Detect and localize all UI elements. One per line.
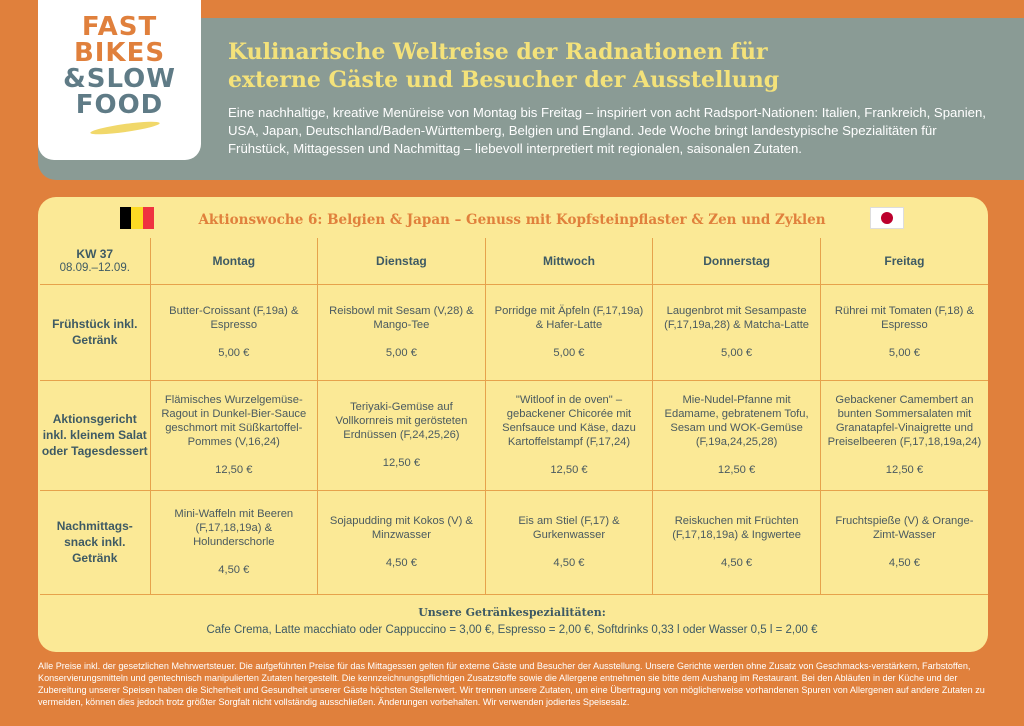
dish-price: 12,50 €: [550, 464, 588, 476]
menu-cell: [653, 490, 821, 594]
dish-name: Rührei mit Tomaten (F,18) & Espresso: [834, 305, 974, 331]
page-title-line-2: externe Gäste und Besucher der Ausstellung: [228, 67, 780, 93]
drinks-title: Unsere Getränkespezialitäten:: [418, 606, 606, 619]
dish-price: 4,50 €: [385, 557, 417, 569]
dish-price: 12,50 €: [717, 464, 756, 476]
dish-name: Laugenbrot mit Sesampaste (F,17,19a,28) & Matcha-Latte: [664, 305, 810, 331]
dish-name: Porridge mit Äpfeln (F,17,19a) & Hafer-Latte: [494, 305, 644, 331]
japan-flag-icon: [870, 207, 904, 229]
menu-cell: [318, 490, 486, 594]
dish-name: Sojapudding mit Kokos (V) & Minzwasser: [329, 515, 473, 541]
day-header-tuesday: Dienstag: [318, 238, 486, 284]
dish-price: 4,50 €: [888, 557, 920, 569]
menu-cell: [653, 284, 821, 380]
dish-name: Butter-Croissant (F,19a) & Espresso: [169, 305, 299, 331]
dish-name: Reisbowl mit Sesam (V,28) & Mango-Tee: [329, 305, 474, 331]
dish-price: 5,00 €: [385, 347, 417, 359]
logo-line-fast: FAST: [81, 12, 158, 42]
table-row-snack: [40, 490, 988, 594]
dish-price: 4,50 €: [553, 557, 585, 569]
dish-name: Gebackener Camembert an bunten Sommersalaten mit Granatapfel-Vinaigrette und Preiselbeeren (F,17,18,19a,24): [827, 394, 982, 448]
dish-price: 5,00 €: [721, 347, 753, 359]
logo-swoosh-icon: [89, 119, 159, 137]
table-header-row: [40, 238, 988, 284]
footer-legal-text: Alle Preise inkl. der gesetzlichen Mehrwertsteuer. Die aufgeführten Preise für das Mittagessen gelten für externe Gäste und Besucher der Ausstellung. Unsere Gerichte werden ohne Zusatz von Geschmacks-verstärkern, Farbstoffen, Konservierungsmitteln und gentechnisch manipulierten Zutaten hergestellt. Die kennzeichnungspflichtigen Zusatzstoffe sowie die Allergene entnehmen sie bitte dem Aushang im Restaurant. Bei den Abläufen in der Küche und der Zubereitung unserer Speisen haben die Sicherheit und Gesundheit unserer Gäste höchsten Stellenwert. Wir trennen unsere Zutaten, um eine Übertragung von möglicherweise vorhandenen Spuren von Allergenen auf andere Zutaten zu vermeiden, können dies jedoch trotz größter Sorgfalt nicht vollständig ausschließen. Änderungen vorbehalten. Wir verwenden jodiertes Speisesalz.: [38, 661, 985, 707]
page-title: [228, 38, 988, 94]
row-label-breakfast: Frühstück inkl. Getränk: [40, 284, 150, 380]
dish-name: Mini-Waffeln mit Beeren (F,17,18,19a) & Holunderschorle: [174, 508, 294, 548]
dish-name: Reiskuchen mit Früchten (F,17,18,19a) & Ingwertee: [672, 515, 801, 541]
menu-cell: [820, 284, 988, 380]
dish-name: Fruchtspieße (V) & Orange-Zimt-Wasser: [835, 515, 974, 541]
dish-price: 12,50 €: [885, 464, 924, 476]
dish-price: 5,00 €: [888, 347, 920, 359]
dish-name: Teriyaki-Gemüse auf Vollkornreis mit gerösteten Erdnüssen (F,24,25,26): [335, 401, 468, 441]
menu-cell: [485, 490, 653, 594]
intro-text: Eine nachhaltige, kreative Menüreise von Montag bis Freitag – inspiriert von acht Radsport-Nationen: Italien, Frankreich, Spanien, USA, Japan, Deutschland/Baden-Württemberg, Belgien und England. Jede Woche bringt landestypische Spezialitäten für Frühstück, Mittagessen und Nachmittag – liebevoll interpretiert mit regionalen, saisonalen Zutaten.: [228, 105, 986, 156]
table-row-breakfast: [40, 284, 988, 380]
dish-price: 4,50 €: [721, 557, 753, 569]
dish-price: 12,50 €: [382, 457, 421, 469]
menu-cell: [150, 380, 318, 490]
dish-price: 4,50 €: [218, 564, 250, 576]
week-cell: [40, 238, 150, 284]
logo-line-bikes: BIKES: [73, 38, 166, 68]
menu-cell: [485, 380, 653, 490]
day-header-friday: Freitag: [820, 238, 988, 284]
menu-cell: [820, 380, 988, 490]
dish-name: Flämisches Wurzelgemüse-Ragout in Dunkel-Bier-Sauce geschmort mit Süßkartoffel-Pommes (V,16,24): [161, 394, 307, 448]
menu-cell: [485, 284, 653, 380]
logo-line-food: FOOD: [75, 90, 164, 120]
menu-cell: [150, 284, 318, 380]
logo-line-slow: &SLOW: [63, 64, 176, 94]
day-header-wednesday: Mittwoch: [485, 238, 653, 284]
dish-name: "Witloof in de oven" – gebackener Chicorée mit Senfsauce und Käse, dazu Kartoffelstampf (F,17,24): [502, 394, 636, 448]
week-dates: 08.09.–12.09.: [59, 261, 130, 274]
table-row-main-dish: [40, 380, 988, 490]
dish-price: 12,50 €: [215, 464, 253, 476]
dish-name: Mie-Nudel-Pfanne mit Edamame, gebratenem Tofu, Sesam und WOK-Gemüse (F,19a,24,25,28): [664, 394, 809, 448]
page-title-line-1: Kulinarische Weltreise der Radnationen für: [228, 39, 768, 65]
flag-sun: [881, 212, 893, 224]
day-header-monday: Montag: [150, 238, 318, 284]
menu-cell: [318, 380, 486, 490]
row-label-snack: Nachmittags-snack inkl. Getränk: [40, 490, 150, 594]
menu-cell: [820, 490, 988, 594]
drinks-text: Cafe Crema, Latte macchiato oder Cappuccino = 3,00 €, Espresso = 2,00 €, Softdrinks 0,33 l oder Wasser 0,5 l = 2,00 €: [206, 624, 818, 636]
menu-table: [40, 238, 988, 595]
logo: [38, 0, 201, 160]
menu-cell: [318, 284, 486, 380]
menu-cell: [150, 490, 318, 594]
week-title: Aktionswoche 6: Belgien & Japan – Genuss mit Kopfsteinpflaster & Zen und Zyklen: [198, 212, 826, 228]
week-number: KW 37: [76, 246, 114, 261]
dish-price: 5,00 €: [218, 347, 250, 359]
day-header-thursday: Donnerstag: [653, 238, 821, 284]
dish-price: 5,00 €: [553, 347, 585, 359]
menu-cell: [653, 380, 821, 490]
dish-name: Eis am Stiel (F,17) & Gurkenwasser: [518, 515, 620, 541]
row-label-main-dish: Aktionsgericht inkl. kleinem Salat oder Tagesdessert: [40, 380, 150, 490]
